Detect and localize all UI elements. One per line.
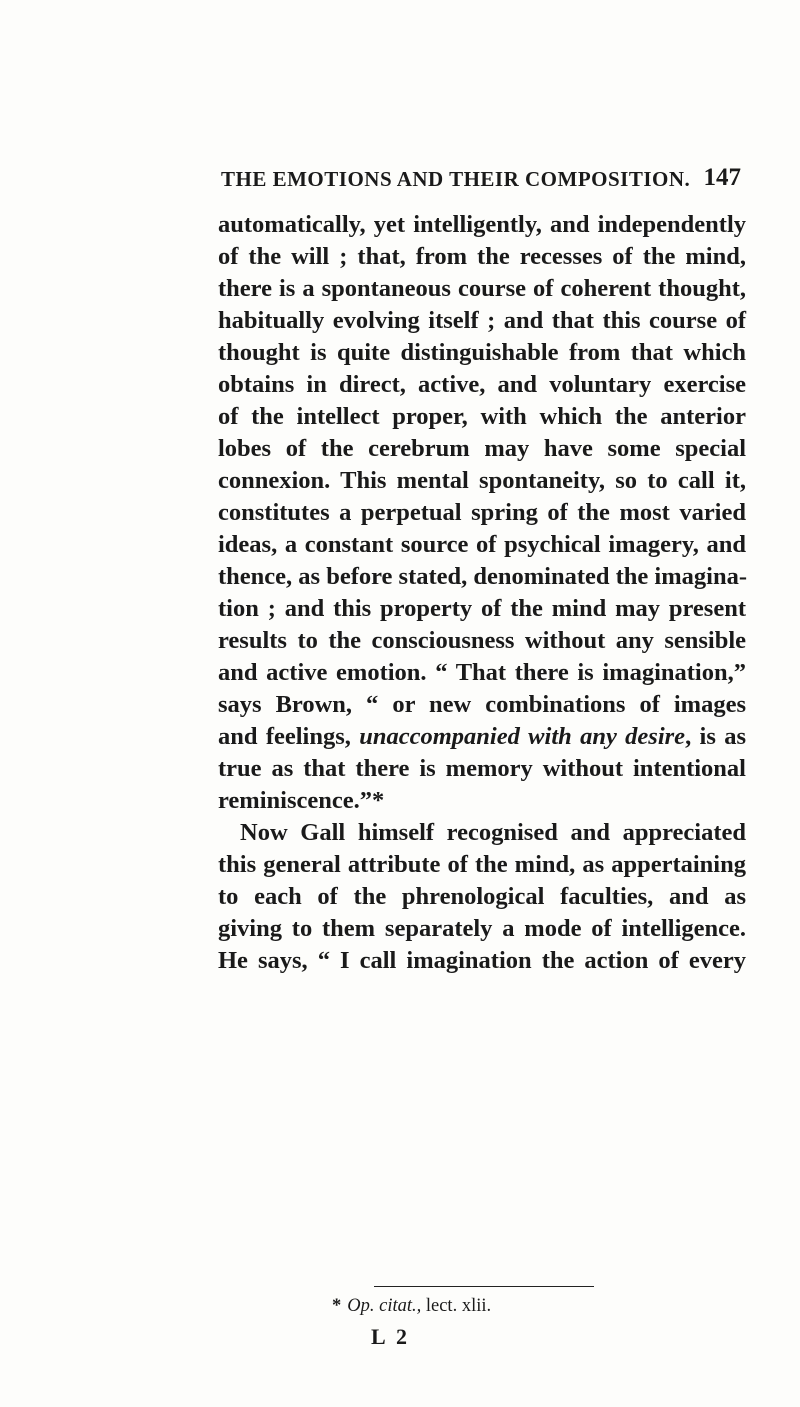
text-line: constitutes a perpetual spring of the most varied bbox=[218, 499, 746, 526]
text-line: true as that there is memory without intentional bbox=[218, 755, 746, 782]
signature-mark: L 2 bbox=[371, 1324, 410, 1349]
running-title: THE EMOTIONS AND THEIR COMPOSITION. bbox=[221, 167, 691, 191]
page-number: 147 bbox=[703, 164, 741, 191]
text-line: obtains in direct, active, and voluntary exercise bbox=[218, 371, 746, 398]
footnote bbox=[332, 1296, 632, 1317]
text-line: habitually evolving itself ; and that this course of bbox=[218, 307, 746, 334]
italic-quote: unaccompanied with any desire bbox=[359, 723, 686, 750]
footnote-rule bbox=[374, 1286, 594, 1287]
text-line: results to the consciousness without any sensible bbox=[218, 627, 746, 654]
text-line: this general attribute of the mind, as appertaining bbox=[218, 851, 746, 878]
text-fragment: , is as bbox=[685, 723, 746, 750]
body-text bbox=[218, 209, 746, 977]
text-line: thence, as before stated, denominated the imagina- bbox=[218, 563, 747, 590]
text-line: tion ; and this property of the mind may present bbox=[218, 595, 746, 622]
text-line: and active emotion. “ That there is imagination,” bbox=[218, 659, 746, 686]
text-fragment: and feelings, bbox=[218, 723, 360, 750]
footnote-marker: * bbox=[332, 1296, 342, 1316]
text-line: lobes of the cerebrum may have some special bbox=[218, 435, 746, 462]
text-line: to each of the phrenological faculties, and as bbox=[218, 883, 746, 910]
footnote-citation: Op. citat., bbox=[347, 1296, 422, 1316]
text-line: of the intellect proper, with which the anterior bbox=[218, 403, 746, 430]
text-line: thought is quite distinguishable from that which bbox=[218, 339, 746, 366]
text-line: automatically, yet intelligently, and independently bbox=[218, 211, 746, 238]
text-line: connexion. This mental spontaneity, so to call it, bbox=[218, 467, 746, 494]
text-line-with-italic bbox=[218, 721, 746, 753]
text-line: of the will ; that, from the recesses of the mind, bbox=[218, 243, 746, 270]
footnote-text: lect. xlii. bbox=[421, 1296, 492, 1316]
paragraph-end-line: reminiscence.”* bbox=[218, 787, 385, 814]
running-head bbox=[221, 164, 741, 197]
text-line: ideas, a constant source of psychical imagery, and bbox=[218, 531, 746, 558]
paragraph-start-line: Now Gall himself recognised and appreciated bbox=[240, 819, 746, 846]
text-line: He says, “ I call imagination the action of every bbox=[218, 947, 746, 974]
text-line: says Brown, “ or new combinations of images bbox=[218, 691, 746, 718]
text-line: there is a spontaneous course of coherent thought, bbox=[218, 275, 746, 302]
text-line: giving to them separately a mode of intelligence. bbox=[218, 915, 746, 942]
